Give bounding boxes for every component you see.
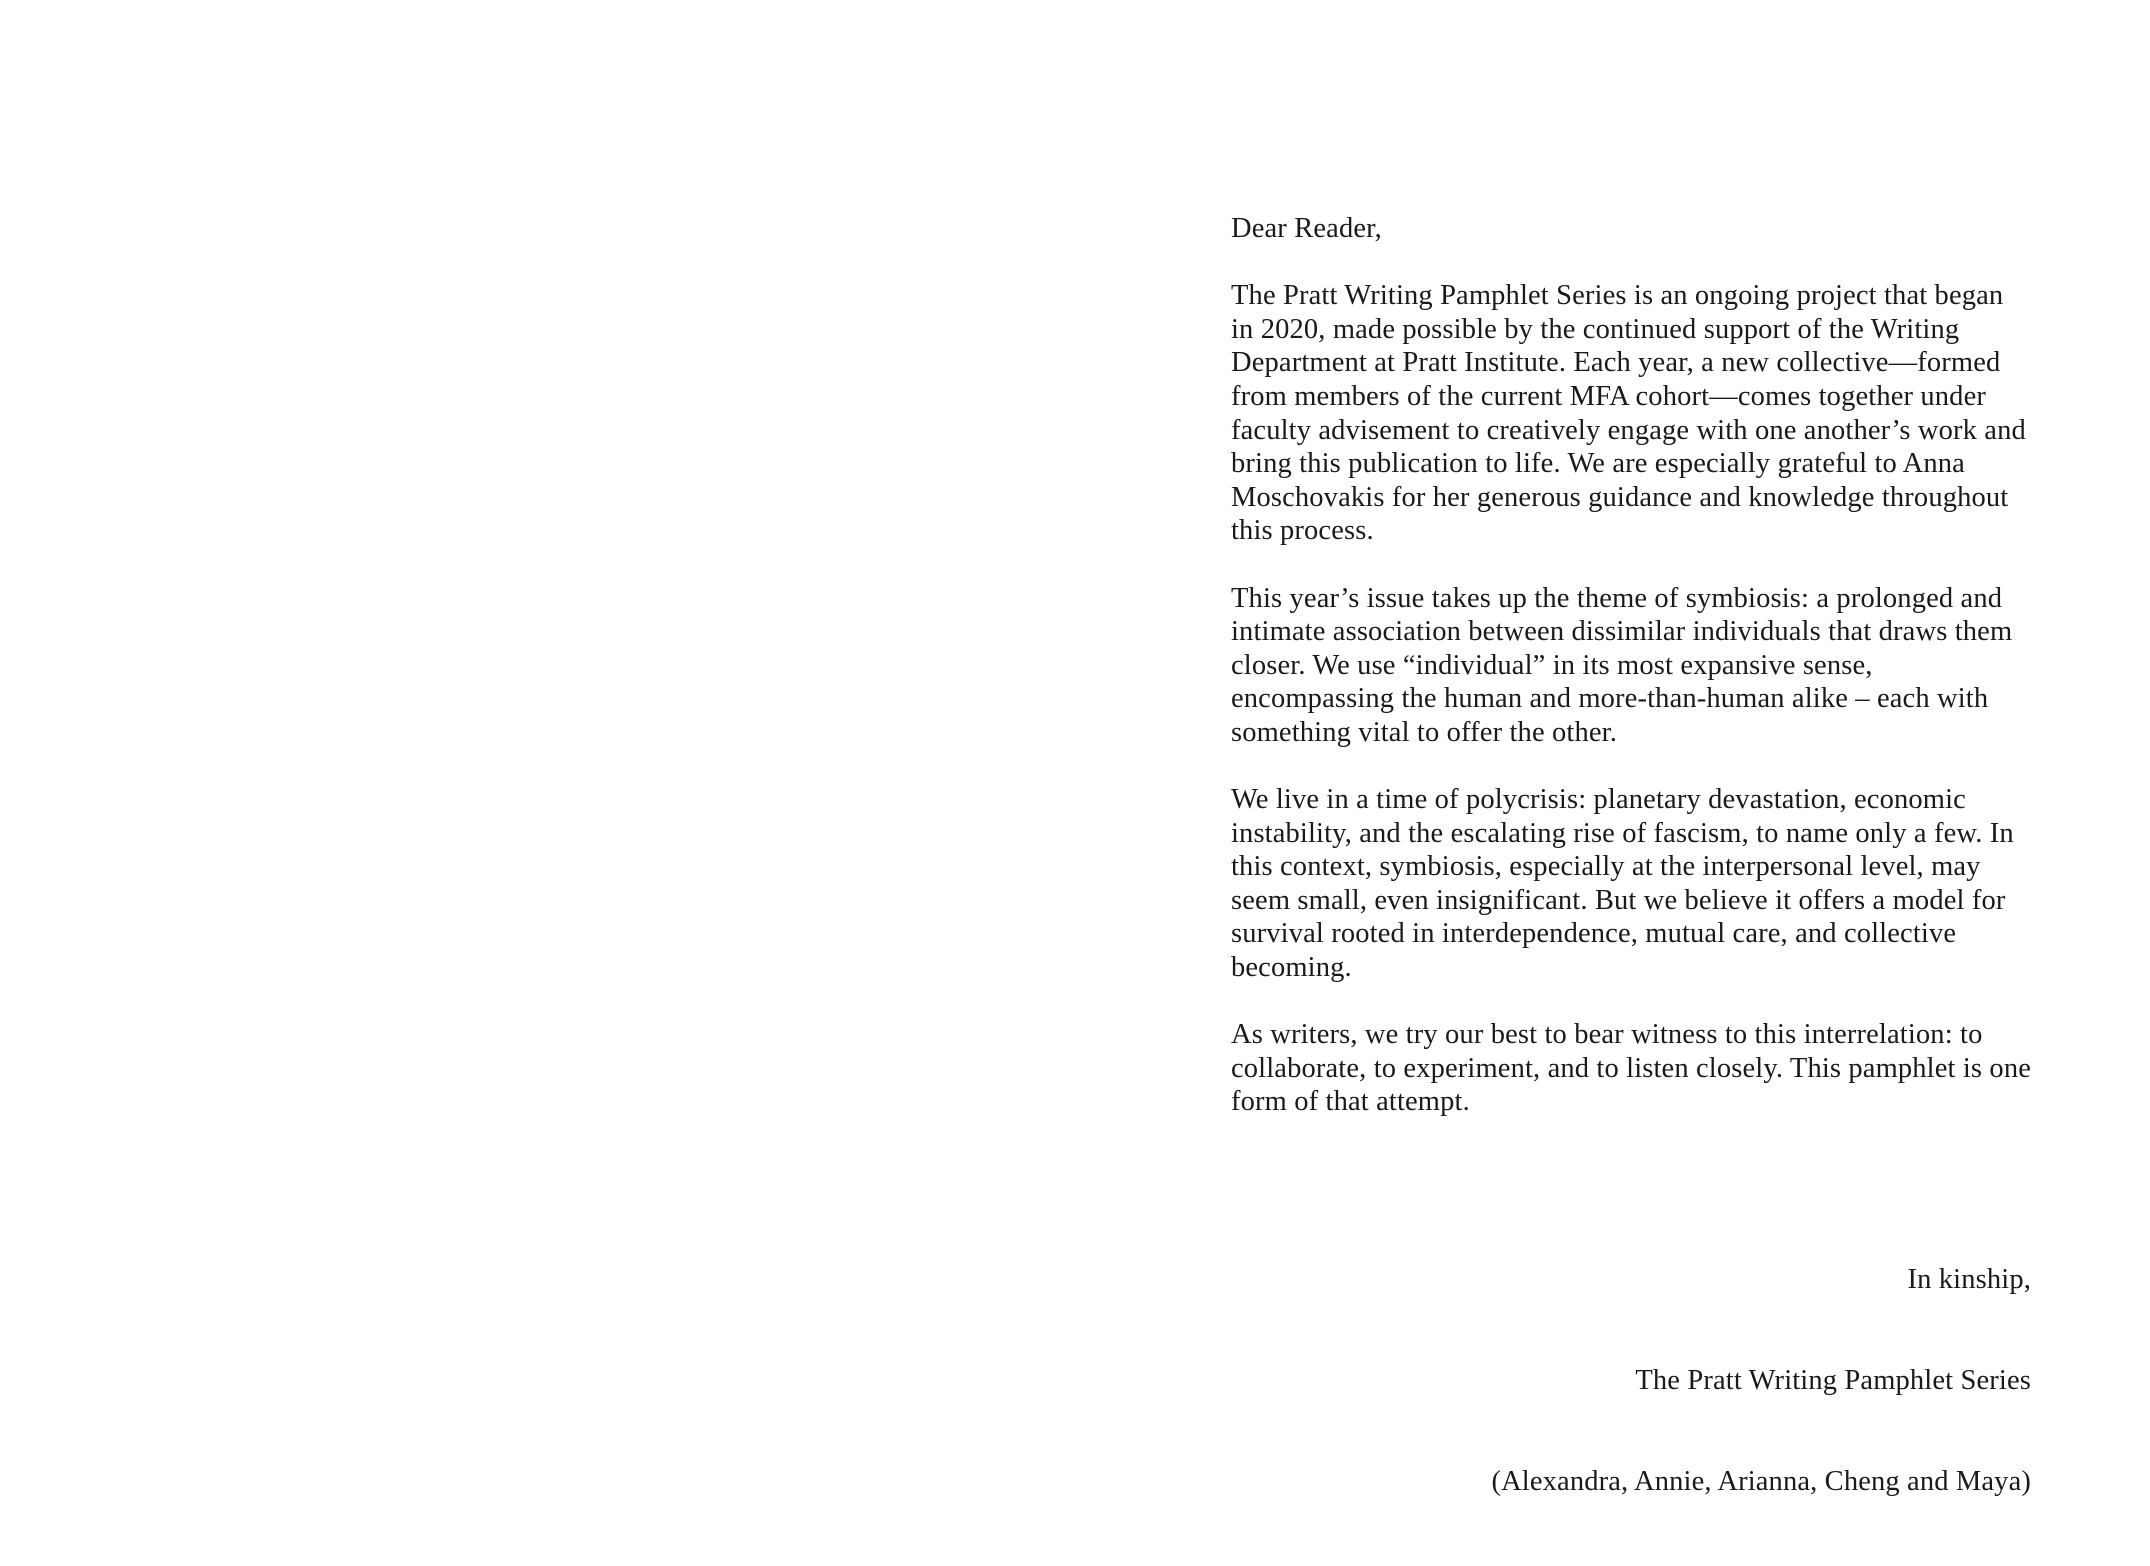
letter-paragraph-3: We live in a time of polycrisis: planetary devastation, economic instability, and the escalating rise of fascism, to name only a few. In this context, symbiosis, especially at the interpersonal level, may seem small, even insignificant. But we believe it offers a model for survival rooted in interdependence, mutual care, and collective becoming. — [1231, 784, 2022, 984]
signoff-closing: In kinship, — [1907, 1264, 2031, 1296]
letter-paragraph-1: The Pratt Writing Pamphlet Series is an ongoing project that began in 2020, made possible by the continued support of the Writing Department at Pratt Institute. Each year, a new collective—formed from members of the current MFA cohort—comes together under faculty advisement to creatively engage with one another’s work and bring this publication to life. We are especially grateful to Anna Moschovakis for her generous guidance and knowledge throughout this process. — [1231, 280, 2034, 547]
letter-paragraph-2: This year’s issue takes up the theme of symbiosis: a prolonged and intimate association between dissimilar individuals that draws them closer. We use “individual” in its most expansive sense, encompassing the human and more-than-human alike – each with something vital to offer the other. — [1231, 582, 2020, 748]
signoff-contributors: (Alexandra, Annie, Arianna, Cheng and Maya) — [1491, 1465, 2031, 1497]
letter-paragraph-4: As writers, we try our best to bear witness to this interrelation: to collaborate, to experiment, and to listen closely. This pamphlet is one form of that attempt. — [1231, 1019, 2039, 1118]
letter-signoff — [1231, 1196, 2031, 1566]
letter-salutation: Dear Reader, — [1231, 213, 1382, 244]
signoff-signer: The Pratt Writing Pamphlet Series — [1635, 1364, 2031, 1396]
letter-body — [1231, 212, 2039, 1119]
